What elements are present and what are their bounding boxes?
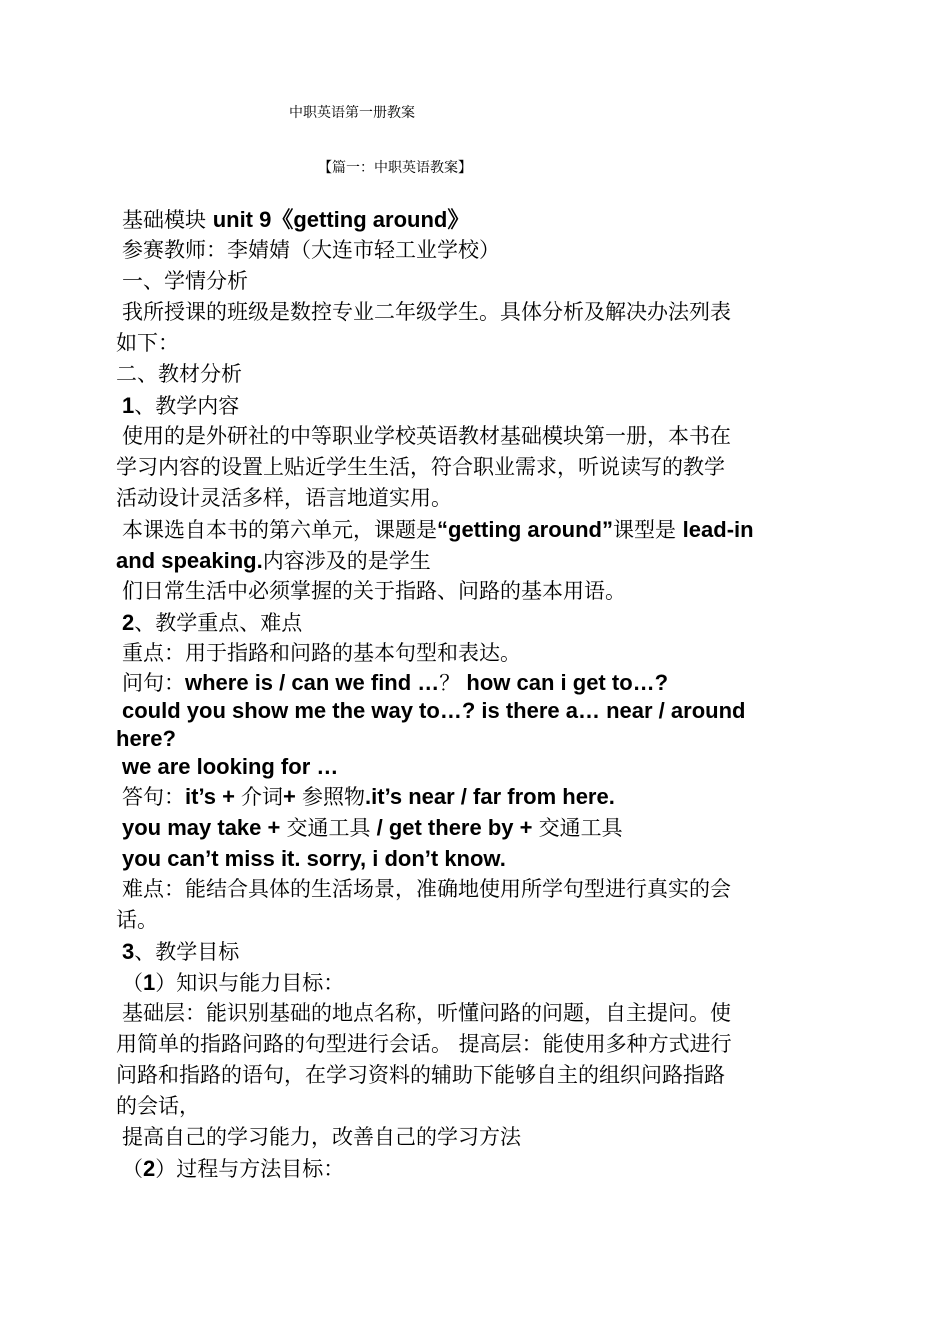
paragraph-line: 重点：用于指路和问路的基本句型和表达。 bbox=[122, 641, 521, 665]
paragraph-line: 们日常生活中必须掌握的关于指路、问路的基本用语。 bbox=[122, 579, 626, 603]
text-span: 本课选自本书的第六单元，课题是 bbox=[122, 518, 437, 542]
text-span: 问句： bbox=[122, 671, 185, 695]
document-title: 中职英语第一册教案 bbox=[289, 105, 415, 121]
text-span: unit 9《getting around》 bbox=[212, 207, 470, 232]
paragraph-line: 话。 bbox=[116, 908, 158, 932]
text-span: you may take + bbox=[122, 815, 287, 840]
text-span: 2 bbox=[143, 1156, 156, 1181]
text-span: 参照物 bbox=[302, 785, 366, 809]
answer-line bbox=[116, 781, 836, 812]
text-span: and speaking. bbox=[116, 548, 263, 573]
text-span: here? bbox=[116, 726, 176, 751]
text-span: could you show me the way to…? is there a… near / around bbox=[122, 698, 746, 723]
paragraph-line: 的会话， bbox=[116, 1094, 200, 1118]
text-span: it’s + bbox=[185, 784, 242, 809]
text-span: / get there by + bbox=[370, 815, 539, 840]
text-span: （ bbox=[122, 1157, 143, 1181]
heading-1: 一、学情分析 bbox=[122, 269, 248, 293]
text-span: 基础模块 bbox=[122, 208, 213, 232]
text-span: 交通工具 bbox=[286, 816, 371, 840]
sub-subheading-2 bbox=[116, 1153, 836, 1184]
text-span: .it’s near / far from here. bbox=[365, 784, 615, 809]
text-span: 交通工具 bbox=[538, 816, 623, 840]
answer-line bbox=[116, 843, 836, 874]
paragraph-line: 难点：能结合具体的生活场景，准确地使用所学句型进行真实的会 bbox=[122, 877, 731, 901]
lesson-title bbox=[116, 204, 836, 235]
paragraph-line: 使用的是外研社的中等职业学校英语教材基础模块第一册，本书在 bbox=[122, 424, 731, 448]
text-span: + bbox=[283, 784, 303, 809]
text-span: （ bbox=[122, 971, 143, 995]
text-span: 1 bbox=[143, 970, 156, 995]
question-line bbox=[116, 669, 836, 697]
question-line bbox=[116, 725, 836, 753]
subheading-2 bbox=[116, 607, 836, 638]
sub-subheading-1 bbox=[116, 967, 836, 998]
paragraph-line: 基础层：能识别基础的地点名称，听懂问路的问题，自主提问。使 bbox=[122, 1001, 731, 1025]
text-span: how can i get to…? bbox=[460, 670, 669, 695]
text-span: 内容涉及的是学生 bbox=[262, 549, 431, 573]
question-line bbox=[116, 753, 836, 781]
subheading-3 bbox=[116, 936, 836, 967]
paragraph-line: 用简单的指路问路的句型进行会话。 提高层：能使用多种方式进行 bbox=[116, 1032, 732, 1056]
subheading-1 bbox=[116, 390, 836, 421]
text-span: we are looking for … bbox=[122, 754, 339, 779]
paragraph-line: 我所授课的班级是数控专业二年级学生。具体分析及解决办法列表 bbox=[122, 300, 731, 324]
question-line bbox=[116, 697, 836, 725]
text-span: you can’t miss it. sorry, i don’t know. bbox=[122, 846, 506, 871]
text-span: where is / can we find … bbox=[185, 670, 440, 695]
paragraph-line: 提高自己的学习能力，改善自己的学习方法 bbox=[122, 1125, 521, 1149]
paragraph-line: 学习内容的设置上贴近学生生活，符合职业需求，听说读写的教学 bbox=[116, 455, 725, 479]
text-span: 答句： bbox=[122, 785, 185, 809]
text-span: 、教学目标 bbox=[134, 940, 240, 964]
text-span: ）过程与方法目标： bbox=[155, 1157, 345, 1181]
answer-line bbox=[116, 812, 836, 843]
paragraph-line: 问路和指路的语句，在学习资料的辅助下能够自主的组织问路指路 bbox=[116, 1063, 725, 1087]
paragraph-line: 活动设计灵活多样，语言地道实用。 bbox=[116, 486, 452, 510]
paragraph-line: 如下： bbox=[116, 331, 179, 355]
text-span: ）知识与能力目标： bbox=[155, 971, 345, 995]
text-span: lead-in bbox=[682, 517, 754, 542]
document-body bbox=[116, 204, 836, 1184]
text-span: 课型是 bbox=[612, 518, 683, 542]
paragraph-line bbox=[116, 514, 836, 545]
text-span: 1 bbox=[122, 393, 135, 418]
text-span: 3 bbox=[122, 939, 135, 964]
text-span: 2 bbox=[122, 610, 135, 635]
text-span: 、教学重点、难点 bbox=[134, 611, 303, 635]
text-span: ？ bbox=[439, 671, 461, 695]
text-span: 、教学内容 bbox=[134, 394, 240, 418]
teacher-line: 参赛教师：李婧婧（大连市轻工业学校） bbox=[122, 238, 500, 262]
heading-2: 二、教材分析 bbox=[116, 362, 242, 386]
text-span: 介词 bbox=[241, 785, 284, 809]
section-heading: 【篇一：中职英语教案】 bbox=[318, 160, 472, 176]
paragraph-line bbox=[116, 545, 836, 576]
text-span: “getting around” bbox=[437, 517, 613, 542]
